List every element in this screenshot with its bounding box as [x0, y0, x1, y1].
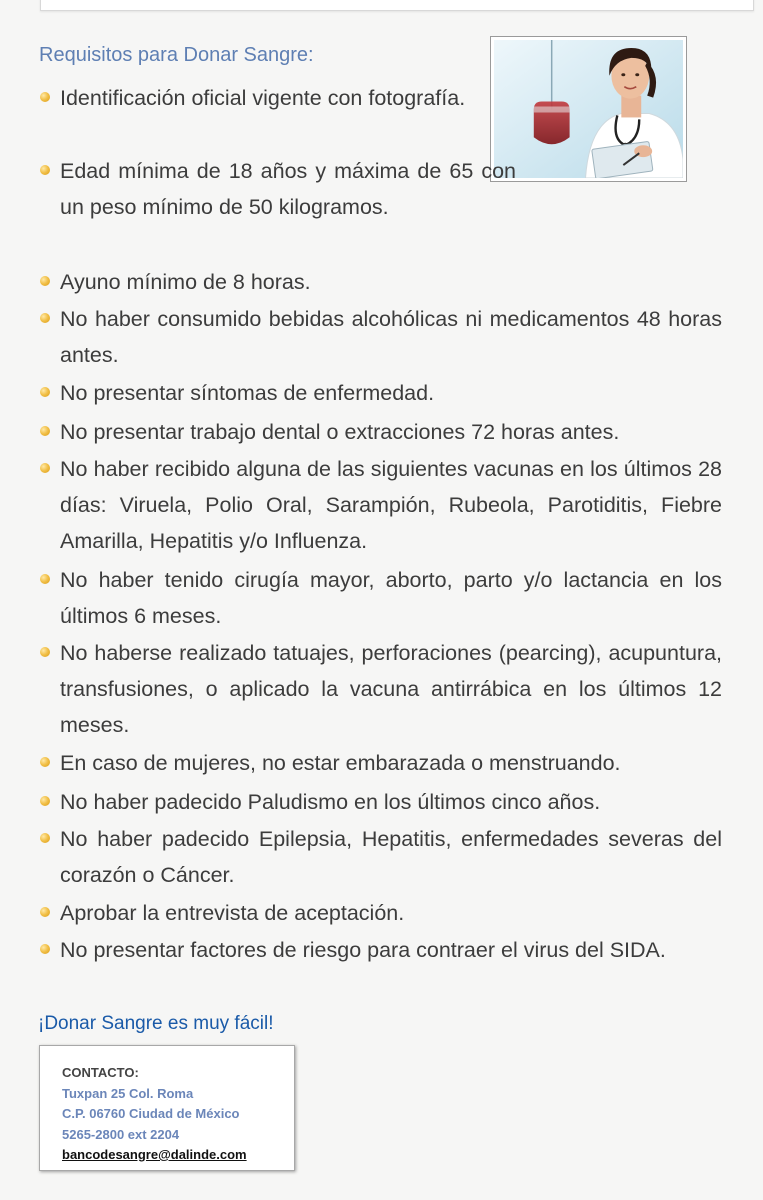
bullet-icon [40, 426, 50, 436]
requirement-text: No presentar síntomas de enfermedad. [60, 381, 435, 405]
bullet-icon [40, 907, 50, 917]
list-item [40, 895, 722, 931]
bullet-icon [40, 574, 50, 584]
requirement-text: Ayuno mínimo de 8 horas. [60, 270, 311, 294]
bullet-icon [40, 92, 50, 102]
contact-phone: 5265-2800 ext 2204 [62, 1126, 180, 1142]
list-item [40, 301, 722, 373]
page-heading: Requisitos para Donar Sangre: [39, 44, 314, 66]
bullet-icon [40, 647, 50, 657]
bullet-icon [40, 833, 50, 843]
bullet-icon [40, 387, 50, 397]
requirement-text: No haber padecido Epilepsia, Hepatitis, enfermedades severas del corazón o Cáncer. [60, 827, 722, 887]
requirement-text: No haber consumido bebidas alcohólicas ni medicamentos 48 horas antes. [60, 307, 722, 367]
list-item [40, 264, 722, 300]
requirement-text: No haber recibido alguna de las siguientes vacunas en los últimos 28 días: Viruela, Polio Oral, Sarampión, Rubeola, Parotiditis, Fiebre Amarilla, Hepatitis y/o Influenza. [60, 457, 722, 553]
bullet-icon [40, 313, 50, 323]
list-item [40, 784, 722, 820]
bullet-icon [40, 463, 50, 473]
requirement-text: En caso de mujeres, no estar embarazada o menstruando. [60, 751, 621, 775]
contact-box [39, 1045, 295, 1171]
requirement-text: No presentar factores de riesgo para contraer el virus del SIDA. [60, 938, 666, 962]
list-item [40, 451, 722, 559]
list-item [40, 414, 722, 450]
bullet-icon [40, 165, 50, 175]
list-item [40, 562, 722, 634]
requirement-text: No presentar trabajo dental o extracciones 72 horas antes. [60, 420, 620, 444]
tagline: ¡Donar Sangre es muy fácil! [38, 1013, 274, 1034]
requirement-text: No haberse realizado tatuajes, perforaciones (pearcing), acupuntura, transfusiones, o aplicado la vacuna antirrábica en los últimos 12 meses. [60, 641, 722, 737]
list-item [40, 375, 722, 411]
list-item [40, 635, 722, 743]
list-item [40, 821, 722, 893]
contact-email-link[interactable]: bancodesangre@dalinde.com [62, 1147, 247, 1162]
contact-title: CONTACTO: [62, 1065, 139, 1080]
list-item [40, 80, 516, 116]
bullet-icon [40, 944, 50, 954]
contact-address: Tuxpan 25 Col. Roma [62, 1085, 194, 1101]
doctor-illustration [494, 40, 683, 178]
doctor-photo [490, 36, 687, 182]
list-item [40, 745, 722, 781]
contact-city: C.P. 06760 Ciudad de México [62, 1106, 240, 1121]
bullet-icon [40, 796, 50, 806]
requirement-text: Identificación oficial vigente con fotografía. [60, 86, 466, 110]
bullet-icon [40, 757, 50, 767]
list-item [40, 932, 722, 968]
requirement-text: No haber tenido cirugía mayor, aborto, parto y/o lactancia en los últimos 6 meses. [60, 568, 722, 628]
requirement-text: No haber padecido Paludismo en los últimos cinco años. [60, 790, 601, 814]
list-item [40, 153, 516, 225]
requirement-text: Aprobar la entrevista de aceptación. [60, 901, 405, 925]
requirement-text: Edad mínima de 18 años y máxima de 65 con un peso mínimo de 50 kilogramos. [60, 159, 516, 219]
bullet-icon [40, 276, 50, 286]
top-content-box [40, 0, 754, 11]
